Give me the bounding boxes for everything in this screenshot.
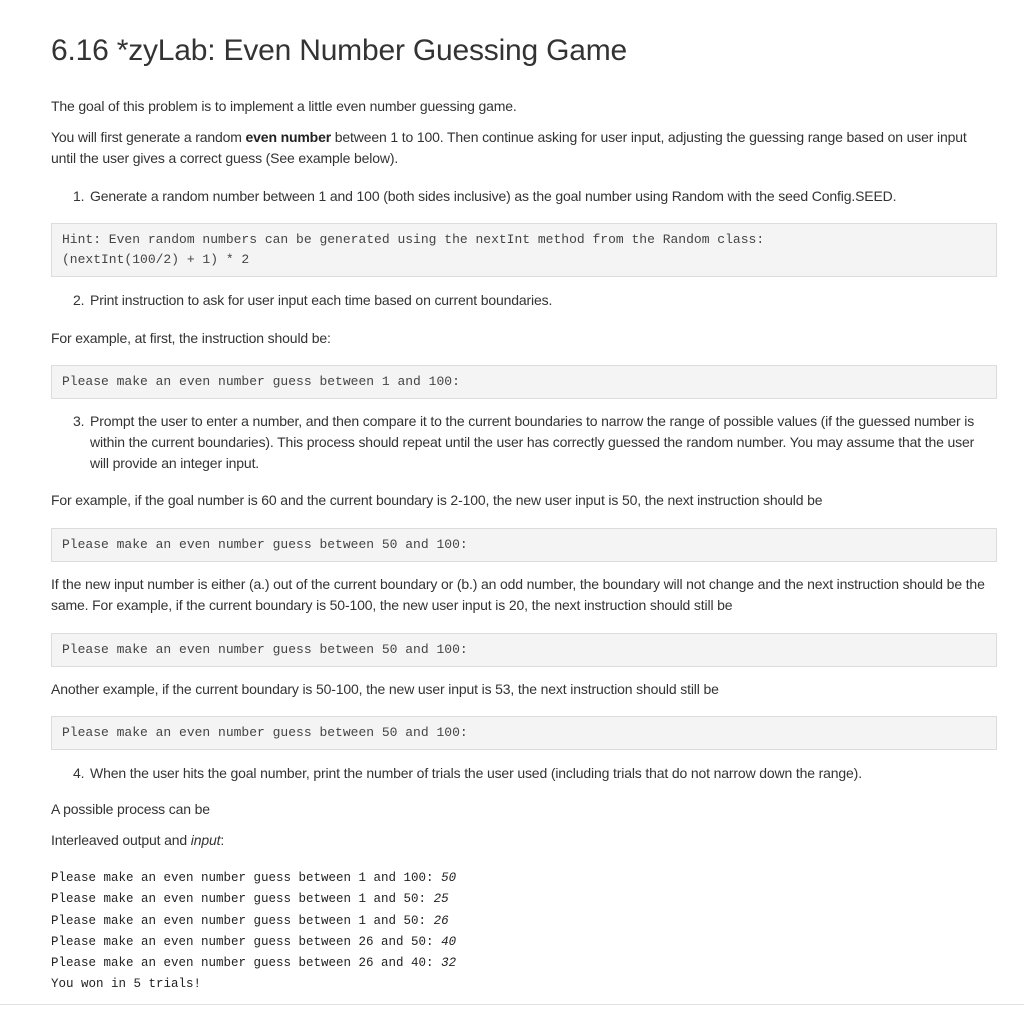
code-odd-instruction: Please make an even number guess between 50 and 100: <box>51 716 997 750</box>
step-2: 2. Print instruction to ask for user input each time based on current boundaries. <box>73 292 553 308</box>
description-paragraph: You will first generate a random even number between 1 to 100. Then continue asking for user input, adjusting the guessing range based on user input until the user gives a correct guess (See example below). <box>51 129 967 166</box>
code-narrow-instruction: Please make an even number guess between 50 and 100: <box>51 528 997 562</box>
example-first-paragraph: For example, at first, the instruction should be: <box>51 330 331 346</box>
example-narrow-paragraph: For example, if the goal number is 60 and the current boundary is 2-100, the new user input is 50, the next instruction should be <box>51 492 823 508</box>
console-line: Please make an even number guess between 1 and 100: 50 <box>51 871 457 885</box>
console-line: You won in 5 trials! <box>51 977 202 992</box>
example-out-of-range-paragraph: If the new input number is either (a.) out of the current boundary or (b.) an odd number, the boundary will not change and the next instruction should be the same. For example, if the current boundary is 50-100, the new user input is 20, the next instruction should still be <box>51 576 985 613</box>
process-paragraph: A possible process can be <box>51 801 210 817</box>
code-out-of-range-instruction: Please make an even number guess between 50 and 100: <box>51 633 997 667</box>
step-4: 4. When the user hits the goal number, print the number of trials the user used (including trials that do not narrow down the range). <box>73 765 862 781</box>
console-output <box>51 868 456 996</box>
intro-paragraph: The goal of this problem is to implement a little even number guessing game. <box>51 98 517 114</box>
bottom-divider <box>0 1004 1024 1005</box>
console-line: Please make an even number guess between 1 and 50: 25 <box>51 892 449 907</box>
hint-code-block: Hint: Even random numbers can be generated using the nextInt method from the Random class: (nextInt(100/2) + 1) * 2 <box>51 223 997 277</box>
step-3: 3. Prompt the user to enter a number, and then compare it to the current boundaries to narrow the range of possible values (if the guessed number is within the current boundaries). This process should repeat until the user has correctly guessed the random number. You may assume that the user will provide an integer input. <box>73 413 975 471</box>
page-title: 6.16 *zyLab: Even Number Guessing Game <box>51 34 628 67</box>
even-number-emphasis: even number <box>245 129 332 145</box>
code-first-instruction: Please make an even number guess between 1 and 100: <box>51 365 997 399</box>
console-line: Please make an even number guess between 26 and 40: 32 <box>51 956 457 971</box>
console-line: Please make an even number guess between 26 and 50: 40 <box>51 934 457 949</box>
step-1: 1. Generate a random number between 1 and 100 (both sides inclusive) as the goal number using Random with the seed Config.SEED. <box>73 188 897 204</box>
interleaved-label: Interleaved output and input: <box>51 832 225 848</box>
console-line: Please make an even number guess between 1 and 50: 26 <box>51 913 449 928</box>
example-odd-paragraph: Another example, if the current boundary is 50-100, the new user input is 53, the next instruction should still be <box>51 681 719 697</box>
